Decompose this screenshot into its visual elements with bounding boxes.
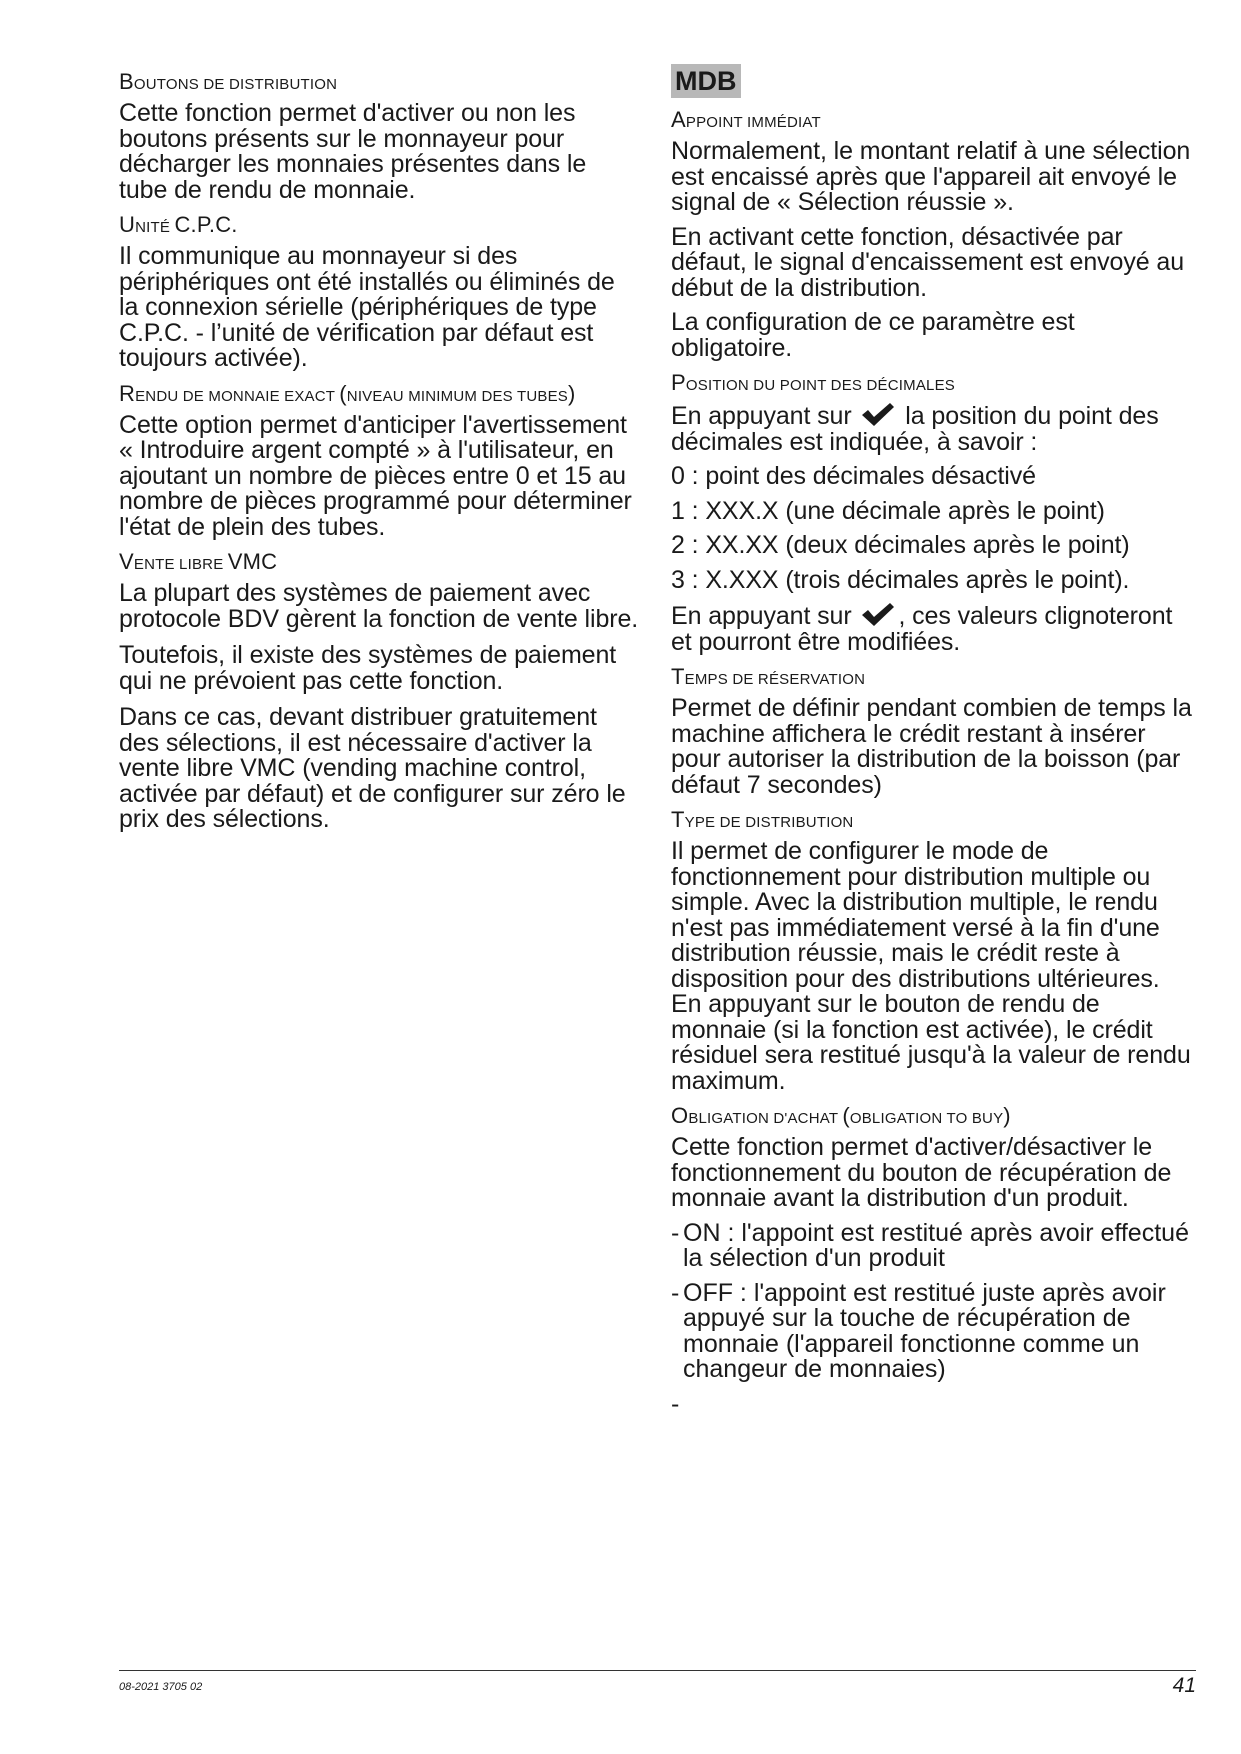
heading-paren: (	[339, 380, 347, 406]
option-2: 2 : XX.XX (deux décimales après le point)	[671, 531, 1130, 559]
heading-text: EMPS DE RÉSERVATION	[684, 671, 866, 688]
heading-cap: P	[671, 370, 686, 395]
heading-position-point-decimales	[671, 372, 1196, 396]
paragraph: Normalement, le montant relatif à une sélection est encaissé après que l'appareil ait envoyé le signal de « Sélection réussie ».	[671, 137, 1191, 216]
bullet-dash: -	[671, 1278, 680, 1307]
footer-rule	[119, 1670, 1196, 1671]
page-number: 41	[1172, 1674, 1196, 1697]
heading-vente-libre-vmc	[119, 551, 639, 575]
heading-cap: R	[119, 380, 136, 406]
list-item-empty	[671, 1389, 1196, 1418]
heading-type-distribution	[671, 809, 1196, 833]
checkmark-icon	[860, 602, 896, 628]
heading-rendu-monnaie-exact	[119, 380, 639, 407]
heading-text: ENDU DE MONNAIE EXACT	[135, 387, 340, 405]
paragraph	[671, 402, 1196, 455]
option-1: 1 : XXX.X (une décimale après le point)	[671, 496, 1105, 525]
heading-text: YPE DE DISTRIBUTION	[684, 814, 854, 831]
option-0: 0 : point des décimales désactivé	[671, 462, 1036, 490]
checkmark-icon	[860, 402, 896, 428]
heading-boutons-distribution	[119, 71, 639, 95]
text: la position du point des décimales est indiquée, à savoir :	[671, 402, 1159, 456]
heading-cap: U	[119, 212, 136, 237]
heading-obligation-achat	[671, 1105, 1196, 1129]
heading-text: NITÉ	[135, 219, 171, 236]
paragraph: Dans ce cas, devant distribuer gratuitement des sélections, il est nécessaire d'activer la vente libre VMC (vending machine control, activée par défaut) et de configurer sur zéro le prix des sélections.	[119, 703, 626, 833]
footer-document-code: 08-2021 3705 02	[119, 1681, 203, 1693]
heading-temps-reservation	[671, 666, 1196, 690]
paragraph: Il permet de configurer le mode de fonctionnement pour distribution multiple ou simple. Avec la distribution multiple, le rendu n'est pas immédiatement versé à la fin d'une distribution réussie, mais le crédit reste à disposition pour des distributions ultérieures. En appuyant sur le bouton de rendu de monnaie (si la fonction est activée), le crédit résiduel sera restitué jusqu'à la valeur de rendu maximum.	[671, 837, 1191, 1095]
bullet-dash: -	[671, 1389, 680, 1418]
list-item-off	[671, 1278, 1196, 1383]
paragraph: La plupart des systèmes de paiement avec protocole BDV gèrent la fonction de vente libre.	[119, 579, 639, 633]
text: , ces valeurs clignoteront et pourront être modifiées.	[671, 602, 1173, 656]
list-item-text: ON : l'appoint est restitué après avoir effectué la sélection d'un produit	[683, 1218, 1189, 1272]
paragraph: En activant cette fonction, désactivée par défaut, le signal d'encaissement est envoyé au début de la distribution.	[671, 222, 1185, 302]
mdb-badge: MDB	[671, 64, 741, 98]
paragraph: Cette option permet d'anticiper l'avertissement « Introduire argent compté » à l'utilisateur, en ajoutant un nombre de pièces entre 0 et 15 au nombre de pièces programmé pour déterminer l'état de plein des tubes.	[119, 410, 632, 541]
heading-text: ENTE LIBRE	[133, 556, 224, 573]
heading-tail: VMC	[227, 549, 278, 574]
heading-cap: A	[671, 107, 686, 132]
heading-cap: T	[671, 664, 685, 689]
heading-paren: )	[1003, 1103, 1011, 1128]
bullet-dash: -	[671, 1218, 680, 1247]
heading-text: NIVEAU MINIMUM DES TUBES	[346, 387, 568, 405]
heading-text: OSITION DU POINT DES DÉCIMALES	[685, 377, 955, 394]
right-column	[671, 66, 1196, 1426]
text: En appuyant sur	[671, 602, 852, 630]
option-3: 3 : X.XXX (trois décimales après le point).	[671, 565, 1130, 594]
heading-unite-cpc	[119, 214, 639, 238]
heading-text: OBLIGATION TO BUY	[849, 1110, 1004, 1127]
text: En appuyant sur	[671, 402, 852, 430]
left-column	[119, 66, 639, 844]
list-item-text: OFF : l'appoint est restitué juste après avoir appuyé sur la touche de récupération de monnaie (l'appareil fonctionne comme un changeur de monnaies)	[683, 1278, 1166, 1383]
paragraph	[671, 602, 1196, 655]
heading-paren: (	[842, 1103, 850, 1128]
heading-appoint-immediat	[671, 109, 1196, 133]
list-item-on	[671, 1218, 1196, 1272]
paragraph: Cette fonction permet d'activer/désactiver le fonctionnement du bouton de récupération de monnaie avant la distribution d'un produit.	[671, 1133, 1172, 1212]
heading-paren: )	[568, 380, 576, 406]
heading-cap: T	[671, 807, 685, 832]
heading-cap: O	[671, 1103, 689, 1128]
heading-cap: V	[119, 549, 134, 574]
paragraph: Toutefois, il existe des systèmes de paiement qui ne prévoient pas cette fonction.	[119, 641, 617, 695]
paragraph: Cette fonction permet d'activer ou non les boutons présents sur le monnayeur pour décharger les monnaies présentes dans le tube de rendu de monnaie.	[119, 99, 587, 204]
heading-text: OUTONS DE DISTRIBUTION	[133, 76, 338, 93]
heading-cap: B	[119, 69, 134, 94]
heading-text: BLIGATION D'ACHAT	[688, 1110, 843, 1127]
paragraph: Il communique au monnayeur si des périphériques ont été installés ou éliminés de la connexion sérielle (périphériques de type C.P.C. - l’unité de vérification par défaut est toujours activée).	[119, 242, 615, 372]
heading-text: PPOINT IMMÉDIAT	[685, 114, 821, 131]
heading-tail: C.P.C.	[174, 212, 238, 237]
paragraph: La configuration de ce paramètre est obligatoire.	[671, 308, 1075, 362]
paragraph: Permet de définir pendant combien de temps la machine affichera le crédit restant à insérer pour autoriser la distribution de la boisson (par défaut 7 secondes)	[671, 694, 1192, 799]
